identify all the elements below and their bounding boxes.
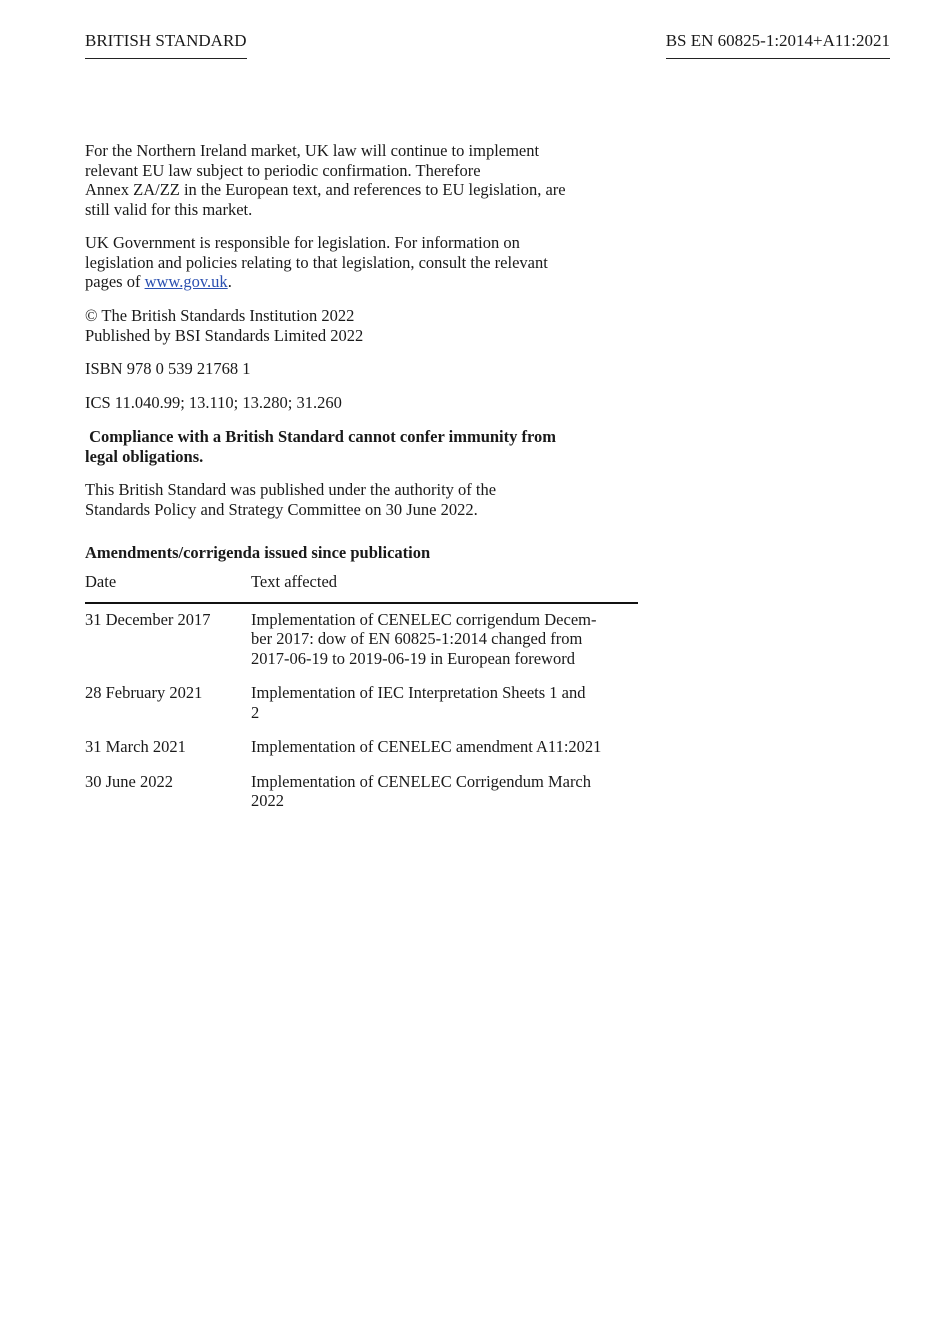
publisher-text: Published by BSI Standards Limited 2022 xyxy=(85,325,364,345)
text-line: still valid for this market. xyxy=(85,199,253,219)
compliance-notice xyxy=(85,427,556,466)
table-row xyxy=(85,731,638,766)
text-line: Compliance with a British Standard cannot confer immunity from xyxy=(85,427,557,446)
header-left-title: BRITISH STANDARD xyxy=(85,30,247,59)
column-header-text-affected: Text affected xyxy=(251,572,638,603)
amendments-title: Amendments/corrigenda issued since publication xyxy=(85,543,431,562)
amendments-table xyxy=(85,572,638,820)
isbn-value: ISBN 978 0 539 21768 1 xyxy=(85,359,251,378)
amendment-date: 28 February 2021 xyxy=(85,683,203,702)
amendment-date: 31 March 2021 xyxy=(85,737,186,756)
copyright-text: © The British Standards Institution 2022 xyxy=(85,306,355,325)
text-line: legislation and policies relating to that legislation, consult the relevant xyxy=(85,252,548,272)
ics-value: ICS 11.040.99; 13.110; 13.280; 31.260 xyxy=(85,393,342,412)
amendment-date: 31 December 2017 xyxy=(85,609,211,629)
ics-text xyxy=(85,393,342,413)
table-row xyxy=(85,766,638,820)
text: pages of xyxy=(85,272,145,291)
text-line: Implementation of IEC Interpretation Sheets 1 and xyxy=(251,683,586,702)
text-line: ber 2017: dow of EN 60825-1:2014 changed from xyxy=(251,629,583,648)
text-line: legal obligations. xyxy=(85,446,204,466)
text-line: UK Government is responsible for legislation. For information on xyxy=(85,233,520,252)
text-line: Annex ZA/ZZ in the European text, and references to EU legislation, are xyxy=(85,180,566,199)
text-line: 2 xyxy=(251,702,260,722)
header-standard-number: BS EN 60825-1:2014+A11:2021 xyxy=(666,30,890,59)
text-line: 2022 xyxy=(251,791,284,810)
text-line: Implementation of CENELEC amendment A11:2021 xyxy=(251,737,602,756)
column-header-date: Date xyxy=(85,572,251,603)
text: . xyxy=(227,272,232,291)
copyright-block xyxy=(85,306,363,345)
amendment-date: 30 June 2022 xyxy=(85,771,173,791)
amendment-text xyxy=(251,766,638,820)
text-line: Standards Policy and Strategy Committee on 30 June 2022. xyxy=(85,499,478,519)
northern-ireland-paragraph xyxy=(85,141,566,219)
text-line: 2017-06-19 to 2019-06-19 in European foreword xyxy=(251,648,575,668)
table-header-row xyxy=(85,572,638,603)
amendment-text xyxy=(251,731,638,766)
text-line: Implementation of CENELEC corrigendum Decem- xyxy=(251,609,597,629)
table-row xyxy=(85,677,638,731)
isbn-text xyxy=(85,359,250,379)
gov-uk-link[interactable]: www.gov.uk xyxy=(144,272,228,291)
text-line: relevant EU law subject to periodic confirmation. Therefore xyxy=(85,160,481,180)
text-line: For the Northern Ireland market, UK law will continue to implement xyxy=(85,141,540,160)
text-line xyxy=(85,272,548,292)
table-row xyxy=(85,603,638,678)
uk-government-paragraph xyxy=(85,233,548,292)
text-line: This British Standard was published under the authority of the xyxy=(85,480,497,499)
authority-paragraph xyxy=(85,480,496,519)
amendment-text xyxy=(251,603,638,678)
text-line: Implementation of CENELEC Corrigendum March xyxy=(251,771,592,791)
amendment-text xyxy=(251,677,638,731)
